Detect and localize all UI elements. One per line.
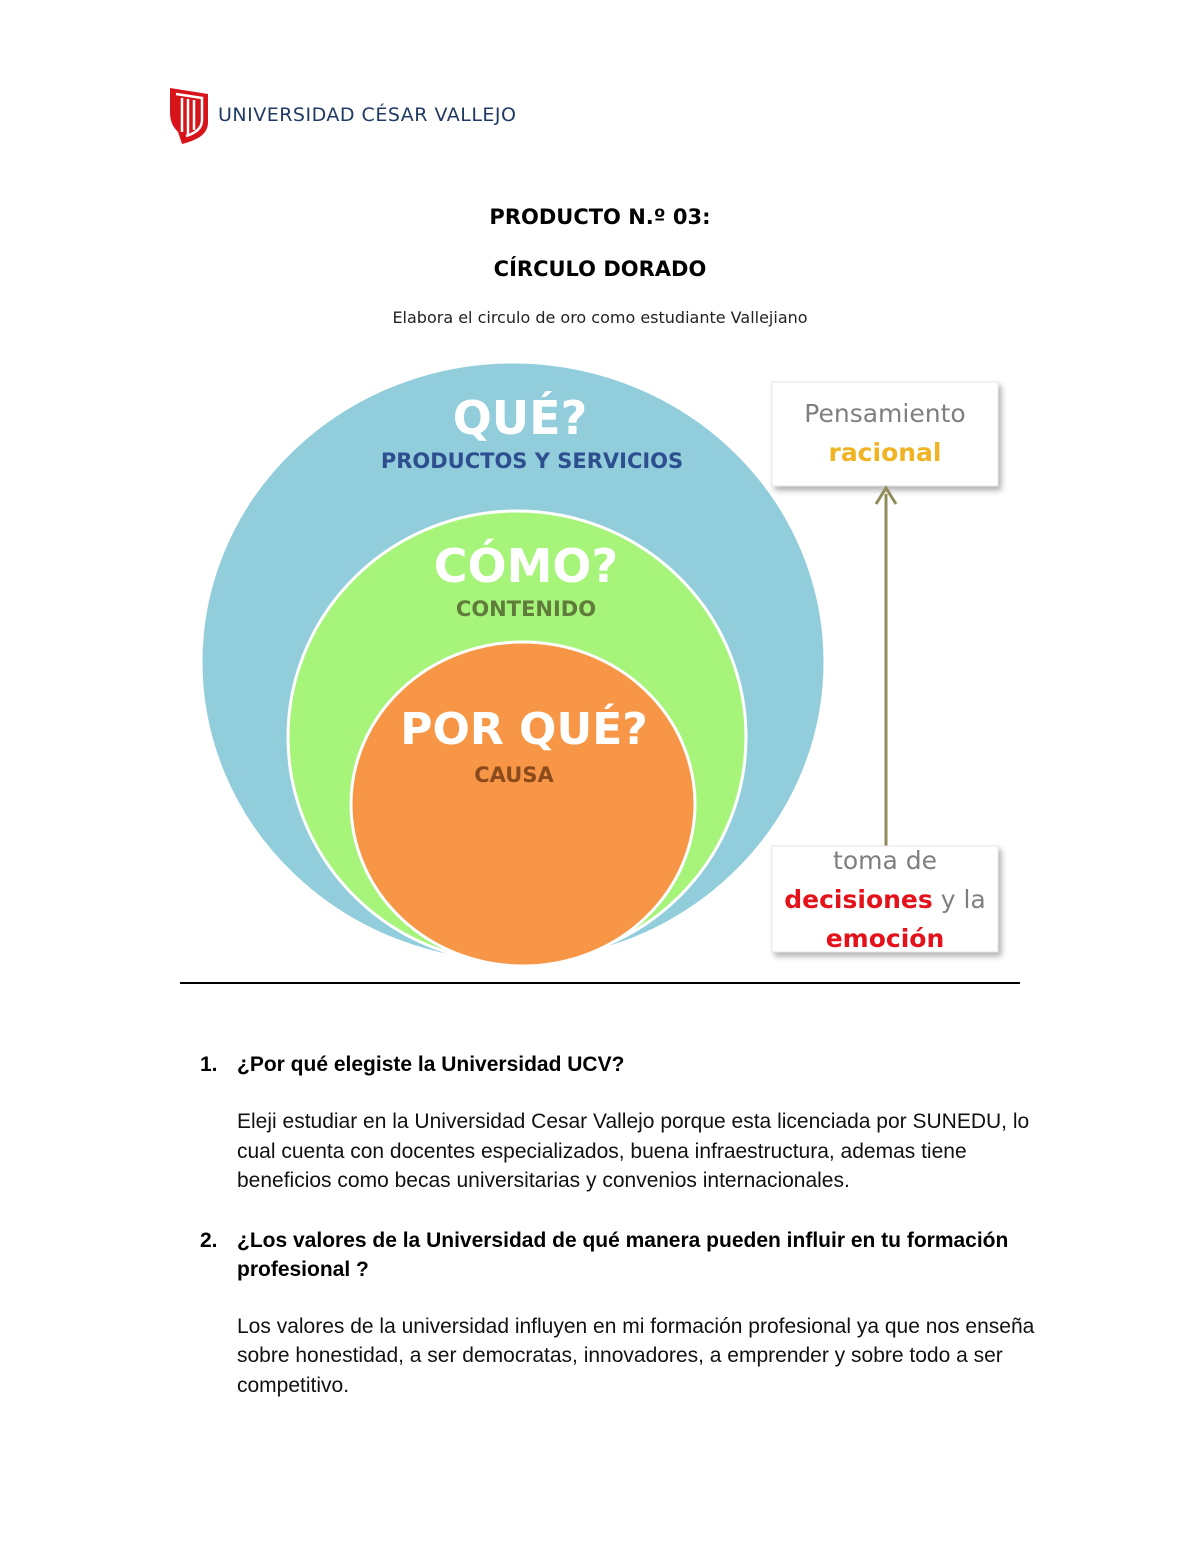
answer-1: Eleji estudiar en la Universidad Cesar Vallejo porque esta licenciada por SUNEDU, lo cual cuenta con docentes especializados, buena infraestructura, ademas tiene beneficios como becas universitarias y convenios internacionales. bbox=[237, 1110, 1030, 1192]
side-box-bottom bbox=[772, 846, 998, 953]
question-1-number: 1. bbox=[200, 1053, 218, 1076]
question-1 bbox=[200, 1050, 1040, 1079]
inner-label: CAUSA bbox=[474, 763, 554, 787]
circle-title: CÍRCULO DORADO bbox=[493, 257, 707, 281]
side-box-bottom-line2-rest: y la bbox=[932, 885, 986, 914]
inner-circle bbox=[351, 642, 695, 966]
question-1-text: ¿Por qué elegiste la Universidad UCV? bbox=[237, 1053, 625, 1076]
side-box-top bbox=[772, 382, 998, 486]
side-box-top-line2: racional bbox=[828, 438, 942, 467]
svg-text:decisiones y la bbox=[784, 885, 985, 914]
golden-circle-diagram bbox=[190, 352, 1020, 972]
outer-label: PRODUCTOS Y SERVICIOS bbox=[380, 449, 684, 473]
horizontal-rule bbox=[180, 982, 1020, 984]
university-name: UNIVERSIDAD CÉSAR VALLEJO bbox=[218, 104, 517, 126]
side-box-bottom-emocion: emoción bbox=[825, 924, 945, 953]
answer-2: Los valores de la universidad influyen en mi formación profesional ya que nos enseña sobre honestidad, a ser democratas, innovadores, a emprender y sobre todo a ser competitivo. bbox=[237, 1314, 1035, 1397]
question-list bbox=[200, 1050, 1040, 1430]
question-2 bbox=[200, 1226, 1040, 1284]
arrow-up-icon bbox=[876, 488, 896, 846]
middle-label: CONTENIDO bbox=[455, 597, 597, 621]
inner-heading: POR QUÉ? bbox=[400, 704, 648, 755]
outer-heading: QUÉ? bbox=[452, 391, 588, 445]
middle-heading: CÓMO? bbox=[433, 539, 619, 593]
question-2-text: ¿Los valores de la Universidad de qué manera pueden influir en tu formación profesional ? bbox=[237, 1228, 1009, 1281]
side-box-top-line1: Pensamiento bbox=[804, 399, 966, 428]
side-box-bottom-decisiones: decisiones bbox=[784, 885, 933, 914]
side-box-bottom-line1: toma de bbox=[833, 846, 937, 875]
question-2-number: 2. bbox=[200, 1228, 218, 1252]
product-title: PRODUCTO N.º 03: bbox=[489, 205, 711, 229]
subtitle: Elabora el circulo de oro como estudiante Vallejiano bbox=[392, 308, 808, 327]
